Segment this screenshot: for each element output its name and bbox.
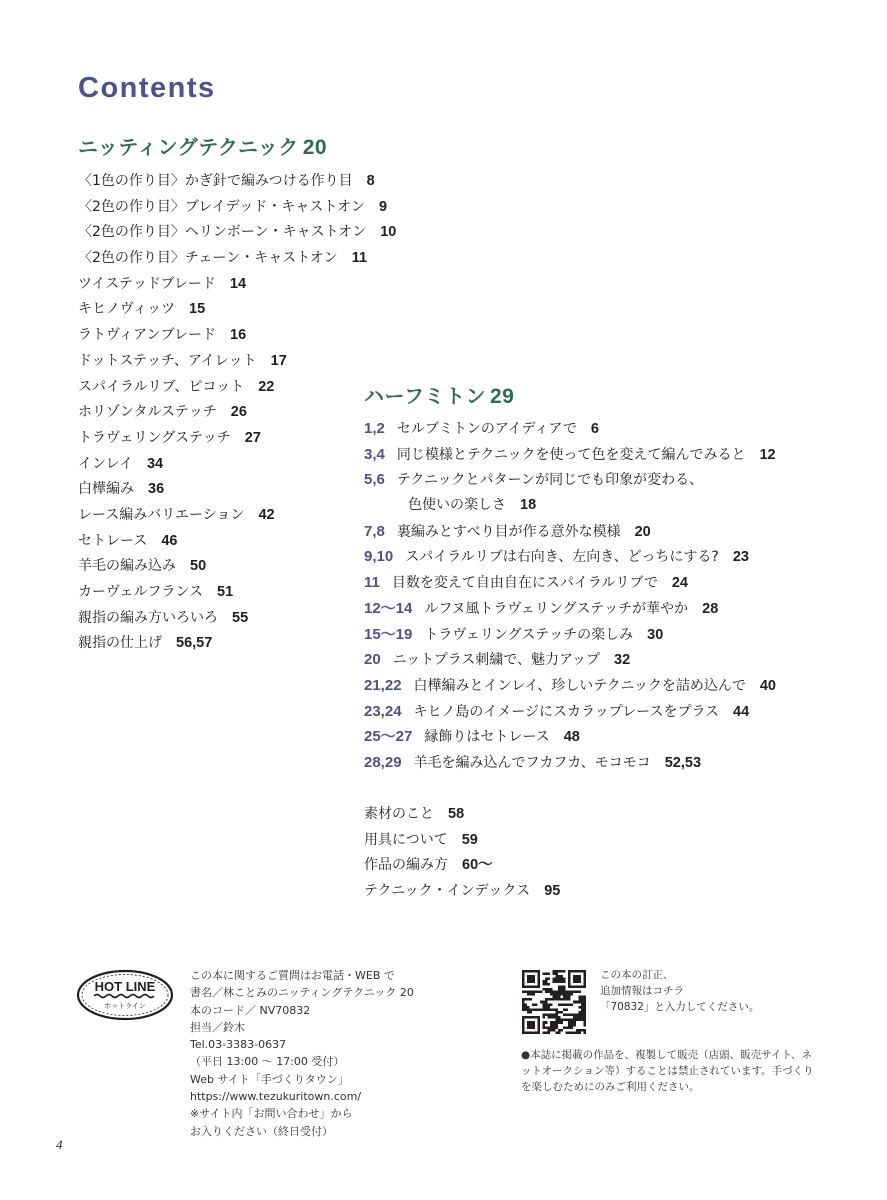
contact-line: 担当／鈴木 xyxy=(190,1020,245,1034)
toc-entry-label: トラヴェリングステッチ xyxy=(78,429,231,446)
toc-entry-label: 裏編みとすべり目が作る意外な模様 xyxy=(396,523,621,540)
toc-entry-label: 親指の仕上げ xyxy=(78,635,162,652)
toc-entry-number: 20 xyxy=(364,651,381,669)
section-heading-count: 20 xyxy=(302,136,328,159)
toc-entry[interactable] xyxy=(78,452,396,478)
toc-entry-label: 〈2色の作り目〉チェーン・キャストオン xyxy=(78,250,338,267)
toc-entry[interactable] xyxy=(364,828,560,854)
section-heading-label: ニッティングテクニック xyxy=(78,135,299,159)
copyright-notice: ●本誌に掲載の作品を、複製して販売（店頭、販売サイト、ネットオークション等）することは禁止されています。手づくりを楽しむためにのみご利用ください。 xyxy=(521,1049,814,1093)
toc-entry-page: 26 xyxy=(230,404,247,421)
toc-entry-label: ドットステッチ、アイレット xyxy=(78,352,257,369)
toc-entry-label: 同じ模様とテクニックを使って色を変えて編んでみると xyxy=(396,446,746,463)
toc-entry-page: 17 xyxy=(270,352,287,369)
toc-entry[interactable] xyxy=(364,879,560,905)
contact-line: この本に関するご質問はお電話・WEB で xyxy=(190,969,395,982)
toc-entry-page: 50 xyxy=(190,558,207,575)
toc-entry-label: ホリゾンタルステッチ xyxy=(78,404,217,421)
toc-entry-page: 6 xyxy=(590,421,599,437)
contact-line: （平日 13:00 ～ 17:00 受付） xyxy=(190,1055,345,1069)
contact-line: Web サイト「手づくりタウン」 xyxy=(190,1072,349,1086)
toc-entry-number: 1,2 xyxy=(364,420,385,437)
contact-line: お入りください（終日受付） xyxy=(190,1124,333,1138)
contact-line: ※サイト内「お問い合わせ」から xyxy=(190,1107,353,1121)
toc-entry-page: 44 xyxy=(733,703,750,720)
toc-entry-page: 28 xyxy=(702,600,719,617)
toc-entry[interactable] xyxy=(78,220,396,246)
toc-entry-number: 23,24 xyxy=(364,702,402,720)
toc-entry-page: 46 xyxy=(161,532,178,549)
toc-entry-page: 52,53 xyxy=(664,754,702,771)
toc-entry-number: 15〜19 xyxy=(364,625,413,643)
toc-entry-label: トラヴェリングステッチの楽しみ xyxy=(424,626,634,643)
toc-entry-number: 11 xyxy=(364,574,380,592)
toc-entry[interactable] xyxy=(364,416,776,442)
section-heading-label: ハーフミトン xyxy=(364,384,486,408)
toc-entry-page: 48 xyxy=(563,729,580,746)
toc-entry-number: 25〜27 xyxy=(364,728,413,746)
toc-entry-label: 目数を変えて自由自在にスパイラルリブで xyxy=(391,575,658,592)
hotline-logo-title: HOT LINE xyxy=(94,979,156,994)
toc-entry[interactable] xyxy=(78,323,396,349)
toc-entry[interactable] xyxy=(364,750,776,776)
hotline-logo-sub: ホットライン xyxy=(104,1002,146,1010)
toc-entry-page: 55 xyxy=(232,609,249,626)
toc-entry-label: 羊毛を編み込んでフカフカ、モコモコ xyxy=(413,754,651,771)
toc-entry-label: ニットプラス刺繍で、魅力アップ xyxy=(392,652,601,669)
toc-entry-label: テクニック・インデックス xyxy=(364,883,531,900)
toc-entry[interactable] xyxy=(364,802,560,828)
toc-entry-page: 18 xyxy=(520,497,537,514)
toc-entry-number: 21,22 xyxy=(364,676,402,694)
toc-entry-page: 58 xyxy=(448,806,465,822)
toc-entry-page: 51 xyxy=(217,584,234,600)
toc-entry-page: 40 xyxy=(759,677,776,694)
toc-entry-page: 32 xyxy=(614,652,631,669)
toc-entry-page: 56,57 xyxy=(176,635,213,652)
toc-entry-page: 59 xyxy=(461,831,478,848)
toc-entry[interactable] xyxy=(78,503,396,529)
toc-entry-page: 24 xyxy=(671,575,688,592)
mitten-list xyxy=(364,416,776,776)
toc-entry-page: 12 xyxy=(759,446,776,463)
toc-entry[interactable] xyxy=(364,467,776,493)
toc-entry-label: キヒノ島のイメージにスカラップレースをプラス xyxy=(413,703,720,720)
toc-entry-label: 白樺編みとインレイ、珍しいテクニックを詰め込んで xyxy=(413,677,746,694)
toc-entry[interactable] xyxy=(364,622,776,648)
toc-entry[interactable] xyxy=(78,631,396,657)
toc-entry[interactable] xyxy=(364,596,776,622)
qr-code-icon[interactable] xyxy=(522,970,586,1034)
section-heading-count: 29 xyxy=(490,385,515,408)
toc-entry[interactable] xyxy=(78,554,396,580)
toc-entry-label: 用具について xyxy=(364,831,448,848)
toc-entry-number: 12〜14 xyxy=(364,599,413,617)
toc-entry-label: 縁飾りはセトレース xyxy=(424,729,550,746)
section-heading-technique xyxy=(78,131,327,160)
toc-entry-page: 15 xyxy=(189,301,206,318)
toc-entry-page: 95 xyxy=(544,883,561,900)
toc-entry[interactable] xyxy=(78,400,396,426)
toc-entry-page: 9 xyxy=(378,198,388,215)
toc-entry[interactable] xyxy=(364,519,776,545)
toc-entry-label: スパイラルリブは右向き、左向き、どっちにする? xyxy=(405,549,719,566)
toc-entry[interactable] xyxy=(364,570,776,596)
toc-entry[interactable] xyxy=(78,349,396,375)
toc-entry[interactable] xyxy=(78,477,396,503)
toc-entry-page: 36 xyxy=(148,481,165,498)
toc-entry[interactable] xyxy=(78,529,396,555)
toc-entry-number: 9,10 xyxy=(364,548,394,566)
toc-entry-number: 5,6 xyxy=(364,471,385,489)
toc-entry[interactable] xyxy=(78,580,396,606)
toc-entry-page: 27 xyxy=(244,429,261,446)
hotline-logo xyxy=(76,969,174,1021)
toc-entry-label: キヒノヴィッツ xyxy=(78,301,176,318)
toc-entry-label: インレイ xyxy=(78,455,133,472)
toc-entry-label: スパイラルリブ、ピコット xyxy=(78,378,245,395)
contact-line: 書名／林ことみのニッティングテクニック 20 xyxy=(190,986,414,1000)
corrections-info xyxy=(600,967,759,1015)
corrections-line: 「70832」と入力してください。 xyxy=(600,1001,760,1013)
toc-entry-page: 42 xyxy=(258,506,275,523)
toc-entry-page: 23 xyxy=(732,549,749,566)
toc-entry-page: 10 xyxy=(380,224,397,241)
toc-entry[interactable] xyxy=(78,606,396,632)
technique-list xyxy=(78,169,396,657)
corrections-line: この本の訂正、 xyxy=(600,969,674,981)
page-number: 4 xyxy=(56,1137,63,1152)
toc-entry-label: テクニックとパターンが同じでも印象が変わる、 xyxy=(396,472,704,489)
toc-entry-label: ルフヌ風トラヴェリングステッチが華やか xyxy=(424,600,689,617)
corrections-line: 追加情報はコチラ xyxy=(600,985,684,997)
toc-entry-label: ラトヴィアンブレード xyxy=(78,327,217,344)
toc-entry[interactable] xyxy=(78,246,396,272)
toc-entry[interactable] xyxy=(364,544,776,570)
toc-entry[interactable] xyxy=(364,699,776,725)
toc-entry-label: セトレース xyxy=(78,532,148,549)
toc-entry[interactable] xyxy=(78,195,396,221)
toc-entry-page: 14 xyxy=(229,275,247,292)
toc-entry-page: 11 xyxy=(351,250,368,267)
toc-entry-label: 〈2色の作り目〉ブレイデッド・キャストオン xyxy=(78,198,365,215)
toc-entry-number: 7,8 xyxy=(364,522,385,540)
page-title: Contents xyxy=(78,72,216,104)
contact-line: Tel.03-3383-0637 xyxy=(190,1038,287,1052)
toc-entry-label: カーヴェルフランス xyxy=(78,584,204,600)
toc-entry-label: 親指の編み方いろいろ xyxy=(78,609,218,626)
toc-entry-page: 8 xyxy=(366,173,375,189)
toc-entry[interactable] xyxy=(364,647,776,673)
toc-entry[interactable] xyxy=(364,442,776,468)
contact-line: 本のコード／ NV70832 xyxy=(190,1003,311,1017)
toc-entry[interactable] xyxy=(78,169,396,195)
toc-entry-label: セルブミトンのアイディアで xyxy=(396,421,577,437)
toc-entry-page: 34 xyxy=(146,455,164,472)
toc-entry-label: 〈1色の作り目〉かぎ針で編みつける作り目 xyxy=(78,173,353,189)
toc-entry-label: 白樺編み xyxy=(78,481,134,498)
toc-entry[interactable] xyxy=(364,493,776,519)
toc-entry-page: 20 xyxy=(634,523,651,540)
toc-entry[interactable] xyxy=(364,724,776,750)
toc-entry-label: 色使いの楽しさ xyxy=(408,497,506,514)
hotline-contact-info xyxy=(190,967,414,1140)
toc-entry-number: 3,4 xyxy=(364,445,385,463)
section-heading-mitten xyxy=(364,380,514,409)
toc-entry[interactable] xyxy=(78,375,396,401)
toc-entry-label: 素材のこと xyxy=(364,806,434,822)
toc-entry-label: ツイステッドブレード xyxy=(78,275,216,292)
toc-entry-page: 16 xyxy=(230,327,247,344)
toc-entry-page: 30 xyxy=(647,626,664,643)
website-link[interactable]: https://www.tezukuritown.com/ xyxy=(190,1090,362,1104)
toc-entry[interactable] xyxy=(78,272,396,298)
toc-entry[interactable] xyxy=(364,673,776,699)
toc-entry[interactable] xyxy=(78,297,396,323)
toc-entry-label: 羊毛の編み込み xyxy=(78,558,176,575)
toc-entry-label: レース編みバリエーション xyxy=(78,506,245,523)
toc-entry-page: 22 xyxy=(258,378,275,395)
toc-entry-label: 作品の編み方 xyxy=(364,857,448,874)
toc-entry-label: 〈2色の作り目〉ヘリンボーン・キャストオン xyxy=(78,224,367,241)
toc-entry[interactable] xyxy=(364,853,560,879)
toc-entry[interactable] xyxy=(78,426,396,452)
toc-entry-number: 28,29 xyxy=(364,753,402,771)
toc-entry-page: 60〜 xyxy=(462,857,493,874)
misc-list xyxy=(364,802,560,905)
